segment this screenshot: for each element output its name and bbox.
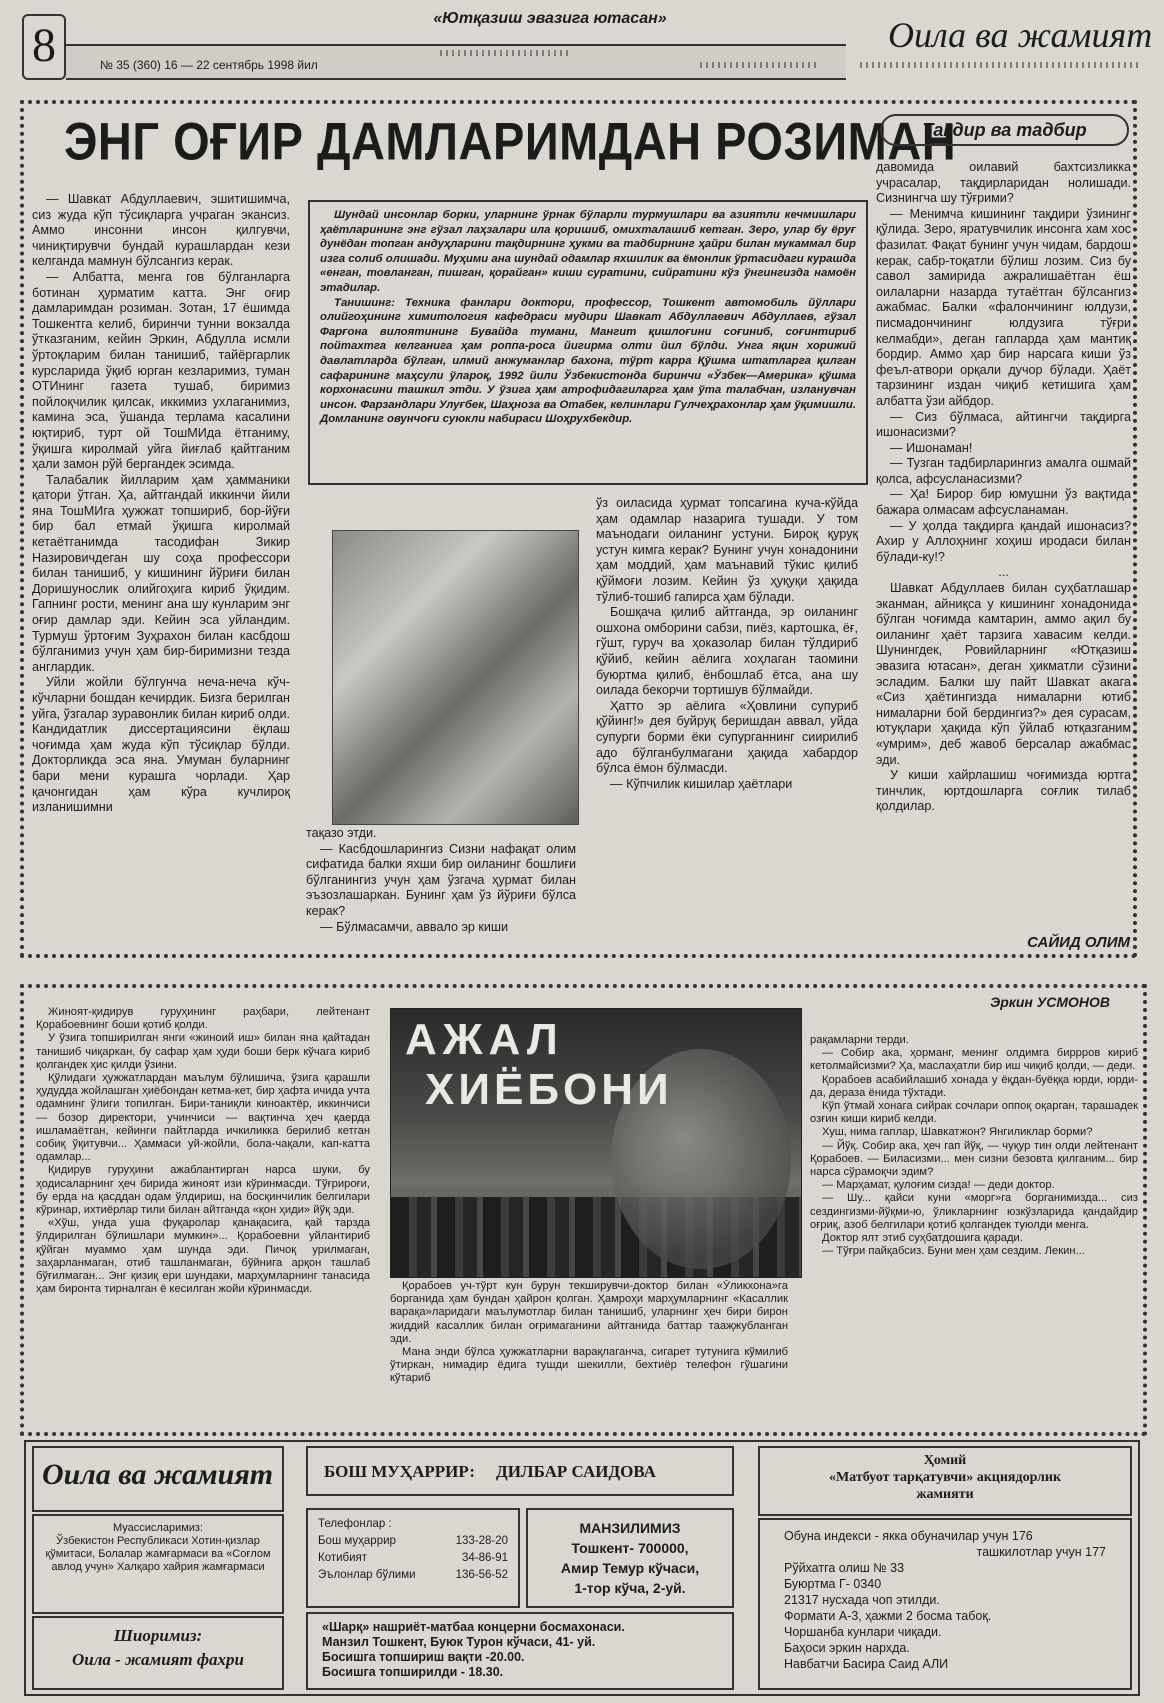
paragraph: — Сиз бўлмаса, айтингчи тақдирга ишонасизми? xyxy=(876,409,1131,440)
paragraph: — Шу... қайси куни «морг»га борганимизда... сиз сездингизми-йўқми-ю, ўликларнинг юзкўзларида қандайдир оғриқ, азоб белгилари қотиб қолгандек туюлди менга. xyxy=(810,1192,1138,1231)
phone-row: Эълонлар бўлими 136-56-52 xyxy=(318,1569,508,1581)
rubric: Тақдир ва тадбир xyxy=(880,114,1129,146)
printing-line: «Шарқ» нашриёт-матбаа концерни босмахонаси. xyxy=(322,1620,625,1634)
motto-label: Шиоримиз: xyxy=(113,1626,203,1645)
imprint-sponsor xyxy=(758,1446,1132,1516)
imprint-phones xyxy=(306,1508,520,1608)
paragraph: ... xyxy=(998,565,1009,580)
article-title: ЭНГ ОҒИР ДАМЛАРИМДАН РОЗИМАН xyxy=(64,111,957,171)
story-column-2 xyxy=(390,1280,788,1426)
story-illustration xyxy=(390,1008,802,1278)
paragraph: — Собир ака, ҳорманг, менинг олдимга биррров кириб кетолмайсизми? Ҳа, маслаҳатли бир иш чиқиб қолди, — деди. xyxy=(810,1047,1138,1073)
illustration-title-2: ХИЁБОНИ xyxy=(425,1065,673,1114)
paragraph: Ҳатто эр аёлига «Ҳовлини супуриб қўйинг!» дея буйруқ беришдан аввал, уйда супурги борми ёки супурганнинг сиирилиб адо бўлганбулмагани ҳақида хабардор бўлса ёмон бўлмасди. xyxy=(596,698,858,776)
address-line: Амир Темур кўчаси, xyxy=(560,1560,700,1576)
paragraph: рақамларни терди. xyxy=(810,1034,909,1046)
info-line: Формати А-3, ҳажми 2 босма табоқ. xyxy=(784,1609,992,1623)
paragraph: — Албатта, менга гов бўлганларга ботинан ҳурматим катта. Энг оғир дамларимдан розиман. Зотан, 17 ёшимда Тошкентга келиб, биринчи тунни вокзалда ўтказганим, кейин Эркин, Абдулла исмли ўртоқларим билан танишиб, тайёргарлик курсларида ўқиб юрган кезларимиз, туман ОТИнинг газета тушаб, биримиз пойлоқчилик қилсак, иккимиз ухлаганимиз, камина эса, ўшанда терлама касалини юқтириб, турт ой ТошМИда ётганиму, ўқишга киролмай уйга йиғлаб қайтганим ҳали замон рўй бергандек эсимда. xyxy=(32,269,290,472)
paragraph: Мана энди бўлса ҳужжатларни варақлаганча, сигарет тутунига кўмилиб ўтиркан, нимадир ёдига тушди шекилли, бехтиёр телефон гўшагини кўтариб xyxy=(390,1346,788,1385)
info-line: Баҳоси эркин нархда. xyxy=(784,1641,910,1655)
paragraph: — Ҳа! Бирор бир юмушни ўз вақтида бажара олмасам афсусланаман. xyxy=(876,487,1131,518)
paragraph: — Ишонаман! xyxy=(890,440,973,455)
paragraph: — У ҳолда тақдирга қандай ишонасиз? Ахир у Аллоҳнинг хоҳиш иродаси билан бўлади-ку!? xyxy=(876,518,1131,564)
paragraph: — Марҳамат, қулоғим сизда! — деди доктор. xyxy=(822,1179,1055,1192)
imprint-founders xyxy=(32,1514,284,1614)
article-column-1 xyxy=(32,192,290,950)
page-number: 8 xyxy=(22,14,66,80)
imprint-motto xyxy=(32,1616,284,1690)
issue-info: № 35 (360) 16 — 22 сентябрь 1998 йил xyxy=(100,58,318,72)
paragraph: У ўзига топширилган янги «жиноий иш» билан яна қайтадан танишиб чиқаркан, бу сафар ҳам ҳуди боши берк кўчага кириб қолгандек ҳис қилди ўзини. xyxy=(36,1032,370,1071)
paragraph: — Йўқ. Собир ака, ҳеч гап йўқ, — чуқур тин олди лейтенант Қорабоев. — Биласизми... мен сизни безовта қилганим... бир нарса сўрамоқчи эдим? xyxy=(810,1139,1138,1179)
article-column-2 xyxy=(306,826,576,951)
info-line: Рўйхатга олиш № 33 xyxy=(784,1561,905,1575)
slogan: «Ютқазиш эвазига ютасан» xyxy=(433,10,667,27)
info-line: Чоршанба кунлари чиқади. xyxy=(784,1625,942,1639)
illustration-title-1: АЖАЛ xyxy=(405,1015,564,1064)
article-column-4 xyxy=(876,160,1131,940)
imprint-printing xyxy=(306,1612,734,1690)
paragraph: «Хўш, унда уша фуқаролар қанақасига, қай тарзда ўлдирилган бўлишлари мумкин»... Қорабоевни уйлантириб қўйган муаммо ҳам шунда эди. Пичоқ урилмаган, заҳарланмаган, отиб ташланмаган, бўйнига арқон ташлаб бўғилмаган... Энг қизиқ ери шундаки, марҳумларнинг танасида ҳам биронта тирналган ё кесилган жойи кўринмасди. xyxy=(36,1217,370,1296)
paragraph: Қўлидаги ҳужжатлардан маълум бўлишича, ўзига қарашли ҳудудда жойлашган ҳиёбондан кетма-кет, бир ҳафта ичида учта одамнинг ўлиги топилган. Бири-таниқли киноактёр, иккинчиси — бозор директори, учинчиси — вақтинча ҳеч қаерда ишламаётган, кейинги пайтларда ичкиликка берилиб кетган собиқ ўқитувчи... Ҳаммаси уй-жойли, бола-чақали, кап-катта одамлар... xyxy=(36,1072,370,1164)
paragraph: Қорабоев асабийлашиб хонада у ёқдан-буёққа юрди, юрди-да, дераза ёнида тўхтади. xyxy=(810,1073,1138,1099)
paragraph: Шавкат Абдуллаев билан суҳбатлашар эканман, айниқса у кишининг хонадонида бўлган чоғимда камтарин, аммо ақил бу оиланинг ҳаёт тарзига хавасим келди. Шунингдек, Ровийларнинг «Ютқазиш эвазига ютасан», деган ҳикматли сўзини эсладим. Балки шу пайт Шавкат акага «Сиз ҳаётингизда нималарни ютиб нималарни бой бердингиз?» дея сурасам, ютуқлари ҳақида кўп ўйлаб ютқазганим «умрим», деб жавоб берсалар ажабмас эди. xyxy=(876,581,1131,767)
ornament xyxy=(860,62,1140,68)
imprint-address xyxy=(526,1508,734,1608)
header xyxy=(0,0,1164,90)
address-line: 1-тор кўча, 2-уй. xyxy=(574,1580,686,1596)
info-line: Буюртма Г- 0340 xyxy=(784,1577,882,1591)
sponsor-label: Ҳомий xyxy=(923,1453,967,1468)
paragraph: Бошқача қилиб айтганда, эр оиланинг ошхона омборини сабзи, пиёз, картошка, ёғ, гўшт, гуруч ва ҳоказолар билан тўлдириб қўйиб, кейин аёлига хоҳлаган таомини буюртма қилиб, ёнбошлаб ётса, ана шу оилада бекорчи тортишув бўлмайди. xyxy=(596,605,858,698)
printing-line: Босишга топширилди - 18.30. xyxy=(322,1665,504,1679)
paragraph: — Тузган тадбирларингиз амалга ошмай қолса, афсусланасизми? xyxy=(876,456,1131,486)
phone-row: Бош муҳаррир 133-28-20 xyxy=(318,1535,508,1547)
editor-label: БОШ МУҲАРРИР: xyxy=(324,1462,476,1481)
paragraph: — Шавкат Абдуллаевич, эшитишимча, сиз жуда кўп тўсиқларга учраган экансиз. Аммо инсонни инсон қилгувчи, чиниқтирувчи бундай курашлардан кези келганда мамнун бўлсангиз керак. xyxy=(32,192,290,269)
story-column-3 xyxy=(810,1034,1138,1426)
imprint-details xyxy=(758,1518,1132,1690)
paragraph: тақазо этди. xyxy=(306,826,377,840)
founders: Ўзбекистон Республикаси Хотин-қизлар қўмитаси, Болалар жамғармаси ва «Соғлом авлод учун» Халқаро хайрия жамғармаси xyxy=(45,1535,271,1573)
paragraph: Жиноят-қидирув гуруҳининг раҳбари, лейтенант Қорабоевнинг боши қотиб қолди. xyxy=(36,1006,370,1032)
paragraph: Қидирув гуруҳини ажаблантирган нарса шуки, бу ҳодисаларнинг ҳеч бирида жиноят изи кўринмасди. Тўғрироғи, бу ерда на қасддан одам ўлдириш, на босқинчилик белгилари кўринар, ихтиёрлар тили билан айтганда «қон ҳиди» йўқ эди. xyxy=(36,1164,370,1217)
info-line: Навбатчи Басира Саид АЛИ xyxy=(784,1657,949,1671)
paragraph: Кўп ўтмай хонага сийрак сочлари оппоқ оқарган, тарашадек озғин киши кириб келди. xyxy=(810,1100,1138,1126)
article-author: САЙИД ОЛИМ xyxy=(1027,934,1130,951)
paragraph: Уйли жойли бўлгунча неча-неча кўч-кўчларни бошдан кечирдик. Бизга берилган уйга, ўзгалар зуравонлик билан кириб олди. Кандидатлик диссертациясини ёқлаш чоғимда ҳам жуда кўп тўсиқлар бўлди. Докторликда эса яна. Умуман буларнинг бари мени курашга чорлади. Ҳар қачонгидан ҳам кўра кучлироқ изланишимни xyxy=(32,675,290,815)
info-line: 21317 нусхада чоп этилди. xyxy=(784,1593,940,1607)
motto: Оила - жамият фахри xyxy=(71,1650,245,1669)
founders-label: Муассисларимиз: xyxy=(112,1522,204,1534)
editor-name: ДИЛБАР САИДОВА xyxy=(496,1462,656,1481)
masthead: Оила ва жамият xyxy=(42,1458,274,1491)
paragraph: — Кўпчилик кишилар ҳаётлари xyxy=(610,776,793,791)
portrait-photo xyxy=(332,530,579,825)
lead-paragraph: Шундай инсонлар борки, уларнинг ўрнак бўларли турмушлари ва азиятли кечмишлари ҳаётларининг энг гўзал лаҳзалари ила қоришиб, омихталашиб кетган. Зеро, улар бу ёруғ дунёдан топган андуҳларини тақдирнинг ҳукми ва тадбирнинг ҳайри билан мукаммал бир изга солиб олишади. Муҳими ана шундай одамлар яхшилик ва ёмонлик ўртасидаги курашда «енган, товланган, пишган, қорайган» киши суратини, сийратини кўз ўнгингизда намоён этадилар. xyxy=(320,209,856,294)
paragraph: — Бўлмасамчи, аввало эр киши xyxy=(320,919,509,934)
lead-box xyxy=(308,200,868,485)
imprint-masthead xyxy=(32,1446,284,1512)
article-column-3 xyxy=(596,496,858,951)
phone-row: Котибият 34-86-91 xyxy=(318,1552,508,1564)
printing-line: Манзил Тошкент, Буюк Турон кўчаси, 41- уй. xyxy=(322,1635,596,1649)
ornament xyxy=(700,62,820,68)
address-line: Тошкент- 700000, xyxy=(571,1540,689,1556)
imprint-editor xyxy=(306,1446,734,1496)
index-line: ташкилотлар учун 177 xyxy=(976,1545,1106,1559)
paragraph: Талабалик йилларим ҳам ҳамманики қатори ўтган. Ҳа, айтгандай иккинчи йили яна ТошМИга ҳужжат топшириб, бор-йўғи бир бал етмай ўқишга киролмай кетаётганимда тасодифан Зикир Назировичдеган шу соҳа профессори билан танишиб, у кишининг йўриғи билан Доришунослик олийгоҳига кириб ўқидим. Гапнинг рости, менинг ана шу кунларим энг оғир дамлар эди. Кейин эса уйландим. Турмуш ўртоғим Зуҳрахон билан касбдош бўлганимиз учун ҳам бир-биримизни тезда англардик. xyxy=(32,472,290,674)
lead-paragraph: Танишинг: Техника фанлари доктори, профессор, Тошкент автомобиль йўллари олийгоҳининг химитология кафедраси мудири Шавкат Абдуллаевич Абдуллаев, гўзал Фарғона вилоятининг Бувайда тумани, Мангит қишлоғини соғиниб, соғинтириб пойтахтга келганига ҳам роппа-роса йигирма олти йил бўлди. Унга яқин хорижий давлатларда бўлган, илмий анжуманлар бахона, тўрт карра Қўшма штатларга қилган сафарининг маҳсули ўлароқ, 1992 йили Ўзбекистонда биринчи «Ўзбек—Америка» қўшма корхонасини ташкил этди. У ўзига ҳам атрофидагиларга ҳам ўта талабчан, изланувчан инсон. Фарзандлари Улуғбек, Шаҳноза ва Отабек, келинлари Гулчеҳрахонлар ҳам ўқимишли. Домланинг овунчоғи суюкли набираси Шоҳрухбекдир. xyxy=(320,296,856,426)
paragraph: — Касбдошларингиз Сизни нафақат олим сифатида балки яхши бир оиланинг бошлиғи бўлганингиз учун ҳам ўзгача ҳурмат билан эъзозлашаркан. Бунинг ҳам ўз йўриғи бўлса керак? xyxy=(306,841,576,918)
index-line: Обуна индекси - якка обуначилар учун 176 xyxy=(784,1529,1033,1543)
paragraph: — Тўғри пайқабсиз. Буни мен ҳам сездим. Лекин... xyxy=(822,1245,1085,1258)
ornament xyxy=(440,50,570,56)
paragraph: — Менимча кишининг тақдири ўзининг қўлида. Зеро, яратувчилик инсонга хам хос фазилат. Фақат бунинг учун чидам, бардош керак, сабр-тоқатли бўлиш лозим. Сиз бу савол замирида ажралишаётган ёш оилаларни назарда тутаётган бўлсангиз ажабмас. Балки «фалончининг юлдузи, писмадончининг юлдузига тўғри келмабди», деган гапларда ҳам мантиқ бордир. Аммо ҳар бир нарсага киши ўз феъл-атвори орқали дучор бўлади. Ҳаёт тарзининг издан чиқиб кетишига ҳам албатта ўзи айбдор. xyxy=(876,206,1131,408)
masthead: Оила ва жамият xyxy=(888,15,1153,55)
paragraph: Қорабоев уч-тўрт кун бурун текширувчи-доктор билан «Ўликхона»га борганида ҳам бундан ҳайрон қолган. Ҳамроҳи марҳумларнинг «Касаллик варақа»ларидаги маълумотлар билан танишиб, уларнинг ҳеч бири бирон жиддий касаллик билан оғримаганини айтганида баттар тааҗжубланган эди. xyxy=(390,1280,788,1345)
address-label: МАНЗИЛИМИЗ xyxy=(579,1520,681,1536)
sponsor-name: «Матбуот тарқатувчи» акциядорлик жамияти xyxy=(828,1470,1062,1502)
story-column-1 xyxy=(36,1006,370,1426)
story-author: Эркин УСМОНОВ xyxy=(990,994,1110,1010)
printing-line: Босишга топшириш вақти -20.00. xyxy=(322,1650,525,1664)
paragraph: давомида оилавий бахтсизликка учрасалар, тақдирларидан нолишади. Сизнингча шу тўғрими? xyxy=(876,160,1131,206)
paragraph: Доктор ялт этиб суҳбатдошига қаради. xyxy=(822,1232,1023,1245)
paragraph: Хуш, нима гаплар, Шавкатжон? Янгиликлар борми? xyxy=(822,1126,1093,1139)
paragraph: У киши хайрлашиш чоғимизда юртга тинчлик, юртдошларга соғлик тилаб қолдилар. xyxy=(876,768,1131,814)
paragraph: ўз оиласида ҳурмат топсагина куча-кўйда ҳам одамлар назарига тушади. У том маънодаги оиланинг устуни. Бироқ қуруқ устун кимга керак? Бунинг учун хонадонини ҳам моддий, ҳам маънавий тўкис қилиб қўймоғи лозим. Кейин ўз ҳуқуқи ҳақида тўлиб-тошиб гапирса ҳам бўлади. xyxy=(596,496,858,604)
phones-label: Телефонлар : xyxy=(318,1518,392,1530)
